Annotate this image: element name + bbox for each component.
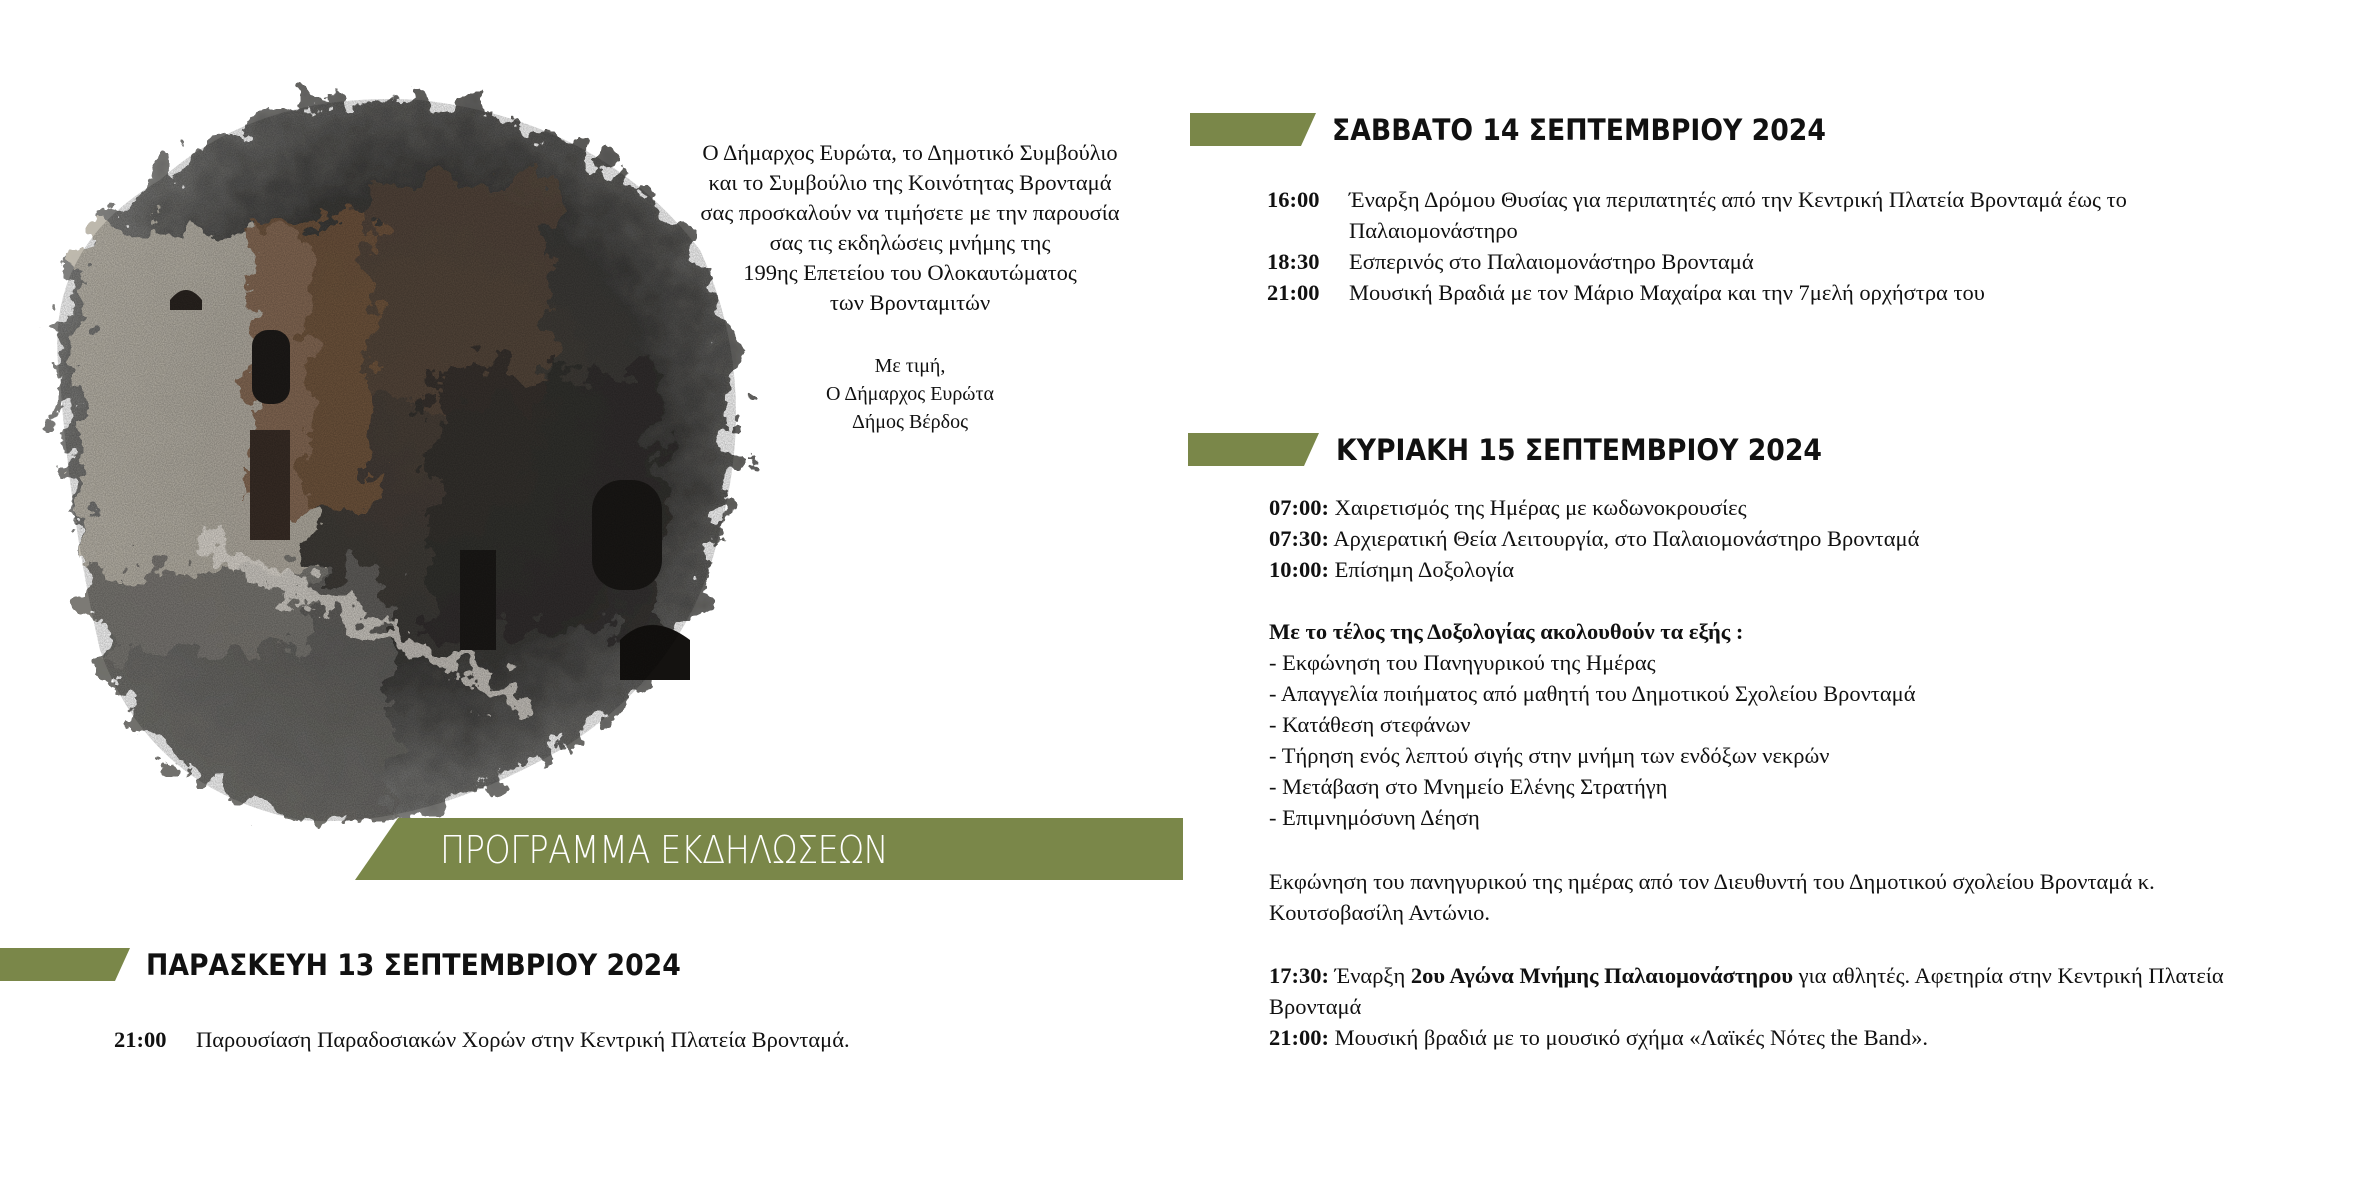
ceremony-item: - Κατάθεση στεφάνων <box>1269 712 1471 737</box>
ceremony-item: - Εκφώνηση του Πανηγυρικού της Ημέρας <box>1269 650 1656 675</box>
day-heading-bar <box>1188 433 1319 466</box>
event-row <box>1267 185 2127 215</box>
event-time: 21:00 <box>1267 280 1320 305</box>
event-text: Μουσική Βραδιά με τον Μάριο Μαχαίρα και την 7μελή ορχήστρα του <box>1349 280 1985 305</box>
ceremony-item: - Απαγγελία ποιήματος από μαθητή του Δημοτικού Σχολείου Βρονταμά <box>1269 681 1916 706</box>
sunday-heading: ΚΥΡΙΑΚΗ 15 ΣΕΠΤΕΜΒΡΙΟΥ 2024 <box>1336 433 1822 467</box>
signoff-line: Ο Δήμαρχος Ευρώτα <box>826 383 994 405</box>
event-time: 21:00: <box>1269 1025 1329 1050</box>
event-row <box>1269 1022 1928 1053</box>
event-text: Έναρξη Δρόμου Θυσίας για περιπατητές από την Κεντρική Πλατεία Βρονταμά έως το <box>1349 187 2127 212</box>
event-text: Χαιρετισμός της Ημέρας με κωδωνοκρουσίες <box>1329 495 1747 520</box>
event-row <box>1269 523 1919 554</box>
race-name: 2ου Αγώνα Μνήμης Παλαιομονάστηρου <box>1410 963 1794 988</box>
signoff <box>740 352 1080 436</box>
day-heading-bar <box>0 948 130 981</box>
day-heading-bar <box>1190 113 1316 146</box>
ceremony-item: - Επιμνημόσυνη Δέηση <box>1269 805 1480 830</box>
event-row <box>1269 554 1514 585</box>
event-time: 17:30: <box>1269 963 1329 988</box>
event-text: Μουσική βραδιά με το μουσικό σχήμα «Λαϊκές Νότες the Band». <box>1329 1025 1928 1050</box>
invitation-line: και το Συμβούλιο της Κοινότητας Βρονταμά <box>708 170 1112 195</box>
event-row <box>1269 960 2224 991</box>
invitation-text <box>640 138 1180 318</box>
event-time: 16:00 <box>1267 187 1320 212</box>
event-text: Έναρξη <box>1329 963 1411 988</box>
ceremony-item: - Τήρηση ενός λεπτού σιγής στην μνήμη των ενδόξων νεκρών <box>1269 743 1830 768</box>
invitation-line: των Βρονταμιτών <box>829 290 991 315</box>
event-time: 10:00: <box>1269 557 1329 582</box>
event-time: 07:00: <box>1269 495 1329 520</box>
friday-heading: ΠΑΡΑΣΚΕΥΗ 13 ΣΕΠΤΕΜΒΡΙΟΥ 2024 <box>146 948 681 982</box>
event-row-continuation: Παλαιομονάστηρο <box>1349 218 1518 243</box>
signoff-line: Με τιμή, <box>874 355 946 377</box>
event-text: Αρχιερατική Θεία Λειτουργία, στο Παλαιομονάστηρο Βρονταμά <box>1329 526 1920 551</box>
event-text: Εσπερινός στο Παλαιομονάστηρο Βρονταμά <box>1349 249 1754 274</box>
invitation-line: Ο Δήμαρχος Ευρώτα, το Δημοτικό Συμβούλιο <box>702 140 1118 165</box>
program-title: ΠΡΟΓΡΑΜΜΑ ΕΚΔΗΛΩΣΕΩΝ <box>440 828 889 872</box>
invitation-line: 199ης Επετείου του Ολοκαυτώματος <box>743 260 1077 285</box>
invitation-line: σας προσκαλούν να τιμήσετε με την παρουσία <box>700 200 1120 225</box>
invitation-line: σας τις εκδηλώσεις μνήμης της <box>769 230 1051 255</box>
ceremony-item: - Μετάβαση στο Μνημείο Ελένης Στρατήγη <box>1269 774 1668 799</box>
event-row <box>1267 278 1985 308</box>
event-text: Επίσημη Δοξολογία <box>1329 557 1514 582</box>
event-row-continuation: Βρονταμά <box>1269 994 1362 1019</box>
event-time: 18:30 <box>1267 249 1320 274</box>
event-text: για αθλητές. Αφετηρία στην Κεντρική Πλατεία <box>1793 963 2224 988</box>
event-row <box>1267 247 1754 277</box>
event-row <box>1269 492 1747 523</box>
after-doxology-heading: Με το τέλος της Δοξολογίας ακολουθούν τα εξής : <box>1269 619 1744 644</box>
speech-note: Εκφώνηση του πανηγυρικού της ημέρας από τον Διευθυντή του Δημοτικού σχολείου Βρονταμά κ. <box>1269 869 2155 894</box>
speech-note: Κουτσοβασίλη Αντώνιο. <box>1269 900 1491 925</box>
saturday-heading: ΣΑΒΒΑΤΟ 14 ΣΕΠΤΕΜΒΡΙΟΥ 2024 <box>1332 113 1826 147</box>
event-time: 07:30: <box>1269 526 1329 551</box>
signoff-line: Δήμος Βέρδος <box>851 411 969 433</box>
event-time: 21:00 <box>114 1027 167 1052</box>
event-row <box>114 1025 850 1055</box>
event-text: Παρουσίαση Παραδοσιακών Χορών στην Κεντρική Πλατεία Βρονταμά. <box>196 1027 850 1052</box>
